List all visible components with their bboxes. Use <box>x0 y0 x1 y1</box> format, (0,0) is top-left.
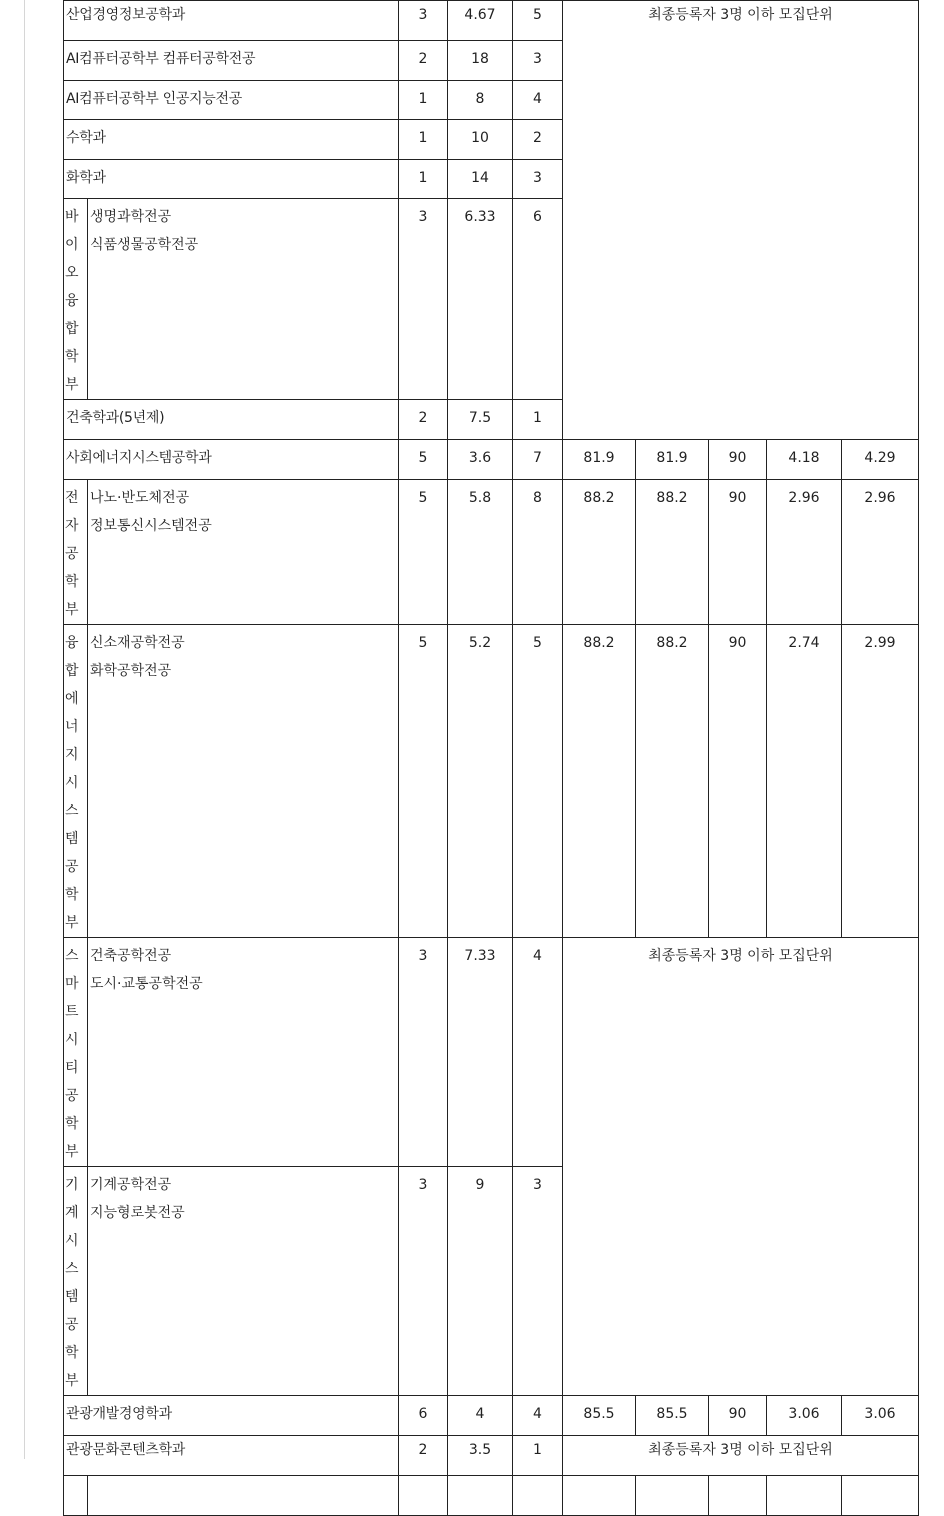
faculty-group-name: 바이오융합학부 <box>64 199 88 400</box>
cell-value: 1 <box>399 120 448 160</box>
cell-value: 3 <box>399 1 448 41</box>
admissions-results-table <box>63 0 919 1516</box>
cell-value: 4.67 <box>448 1 513 41</box>
major-name: 지능형로봇전공 <box>90 1205 185 1221</box>
cell-value: 8 <box>513 480 563 625</box>
cell-value: 4.18 <box>767 440 842 480</box>
empty-cell <box>64 1476 88 1516</box>
cell-value: 88.2 <box>563 625 636 938</box>
major-name: 도시·교통공학전공 <box>90 976 203 992</box>
major-name: 식품생물공학전공 <box>90 237 199 253</box>
cell-value: 3 <box>399 1167 448 1396</box>
department-name: 사회에너지시스템공학과 <box>64 440 399 480</box>
cell-value: 4 <box>513 1396 563 1436</box>
note-cell <box>563 938 919 1396</box>
table-row <box>64 440 919 480</box>
cell-value: 3 <box>513 41 563 81</box>
cell-value: 3 <box>399 199 448 400</box>
department-name: 관광문화콘텐츠학과 <box>64 1436 399 1476</box>
cell-value: 88.2 <box>636 625 709 938</box>
major-name: 정보통신시스템전공 <box>90 518 212 534</box>
empty-cell <box>563 1476 636 1516</box>
cell-value: 2 <box>399 41 448 81</box>
cell-value: 2 <box>399 1436 448 1476</box>
cell-value: 7 <box>513 440 563 480</box>
major-list <box>88 625 399 938</box>
cell-value: 6 <box>513 199 563 400</box>
note-cell <box>563 1436 919 1476</box>
major-list <box>88 480 399 625</box>
cell-value: 3 <box>513 160 563 199</box>
cell-value: 2.96 <box>842 480 919 625</box>
major-name: 건축공학전공 <box>90 948 172 964</box>
cell-value: 2.99 <box>842 625 919 938</box>
cell-value: 90 <box>709 625 767 938</box>
cell-value: 3.06 <box>842 1396 919 1436</box>
cell-value: 1 <box>513 400 563 440</box>
cell-value: 8 <box>448 81 513 120</box>
cell-value: 7.5 <box>448 400 513 440</box>
department-name: 화학과 <box>64 160 399 199</box>
note-text: 최종등록자 3명 이하 모집단위 <box>648 7 833 23</box>
cell-value: 81.9 <box>563 440 636 480</box>
cell-value: 5 <box>399 440 448 480</box>
major-name: 기계공학전공 <box>90 1177 172 1193</box>
cell-value: 4 <box>513 938 563 1167</box>
table-row <box>64 1 919 41</box>
cell-value: 90 <box>709 440 767 480</box>
empty-cell <box>767 1476 842 1516</box>
cell-value: 90 <box>709 1396 767 1436</box>
empty-cell <box>448 1476 513 1516</box>
cell-value: 1 <box>399 160 448 199</box>
table-row <box>64 480 919 625</box>
major-name: 신소재공학전공 <box>90 635 185 651</box>
empty-cell <box>513 1476 563 1516</box>
empty-cell <box>709 1476 767 1516</box>
cell-value: 88.2 <box>563 480 636 625</box>
cell-value: 85.5 <box>636 1396 709 1436</box>
cell-value: 5 <box>399 625 448 938</box>
table-row <box>64 1476 919 1516</box>
cell-value: 2.96 <box>767 480 842 625</box>
cell-value: 5.2 <box>448 625 513 938</box>
cell-value: 5 <box>399 480 448 625</box>
table-row <box>64 938 919 1167</box>
major-list <box>88 1167 399 1396</box>
department-name: AI컴퓨터공학부 인공지능전공 <box>64 81 399 120</box>
major-name: 생명과학전공 <box>90 209 172 225</box>
table-row <box>64 1396 919 1436</box>
cell-value: 9 <box>448 1167 513 1396</box>
cell-value: 81.9 <box>636 440 709 480</box>
note-text: 최종등록자 3명 이하 모집단위 <box>648 948 833 964</box>
cell-value: 14 <box>448 160 513 199</box>
cell-value: 3.6 <box>448 440 513 480</box>
cell-value: 90 <box>709 480 767 625</box>
cell-value: 4 <box>513 81 563 120</box>
faculty-group-name: 융합에너지시스템공학부 <box>64 625 88 938</box>
empty-cell <box>842 1476 919 1516</box>
table-row <box>64 625 919 938</box>
cell-value: 2.74 <box>767 625 842 938</box>
department-name: 건축학과(5년제) <box>64 400 399 440</box>
cell-value: 6 <box>399 1396 448 1436</box>
department-name: 산업경영정보공학과 <box>64 1 399 41</box>
cell-value: 1 <box>513 1436 563 1476</box>
faculty-group-name: 기계시스템공학부 <box>64 1167 88 1396</box>
cell-value: 4.29 <box>842 440 919 480</box>
cell-value: 85.5 <box>563 1396 636 1436</box>
major-name: 나노·반도체전공 <box>90 490 190 506</box>
cell-value: 3.06 <box>767 1396 842 1436</box>
department-name: 수학과 <box>64 120 399 160</box>
major-list <box>88 199 399 400</box>
faculty-group-name: 스마트시티공학부 <box>64 938 88 1167</box>
cell-value: 4 <box>448 1396 513 1436</box>
department-name: AI컴퓨터공학부 컴퓨터공학전공 <box>64 41 399 81</box>
empty-cell <box>88 1476 399 1516</box>
note-text: 최종등록자 3명 이하 모집단위 <box>648 1442 833 1458</box>
cell-value: 7.33 <box>448 938 513 1167</box>
table-row <box>64 1436 919 1476</box>
major-name: 화학공학전공 <box>90 663 172 679</box>
cell-value: 3 <box>399 938 448 1167</box>
empty-cell <box>636 1476 709 1516</box>
major-list <box>88 938 399 1167</box>
faculty-group-name: 전자공학부 <box>64 480 88 625</box>
cell-value: 3 <box>513 1167 563 1396</box>
cell-value: 3.5 <box>448 1436 513 1476</box>
cell-value: 18 <box>448 41 513 81</box>
cell-value: 5 <box>513 1 563 41</box>
cell-value: 6.33 <box>448 199 513 400</box>
cell-value: 1 <box>399 81 448 120</box>
empty-cell <box>399 1476 448 1516</box>
note-cell <box>563 1 919 440</box>
cell-value: 5.8 <box>448 480 513 625</box>
department-name: 관광개발경영학과 <box>64 1396 399 1436</box>
cell-value: 88.2 <box>636 480 709 625</box>
cell-value: 10 <box>448 120 513 160</box>
cell-value: 5 <box>513 625 563 938</box>
cell-value: 2 <box>399 400 448 440</box>
page-left-rule <box>24 0 25 1459</box>
cell-value: 2 <box>513 120 563 160</box>
